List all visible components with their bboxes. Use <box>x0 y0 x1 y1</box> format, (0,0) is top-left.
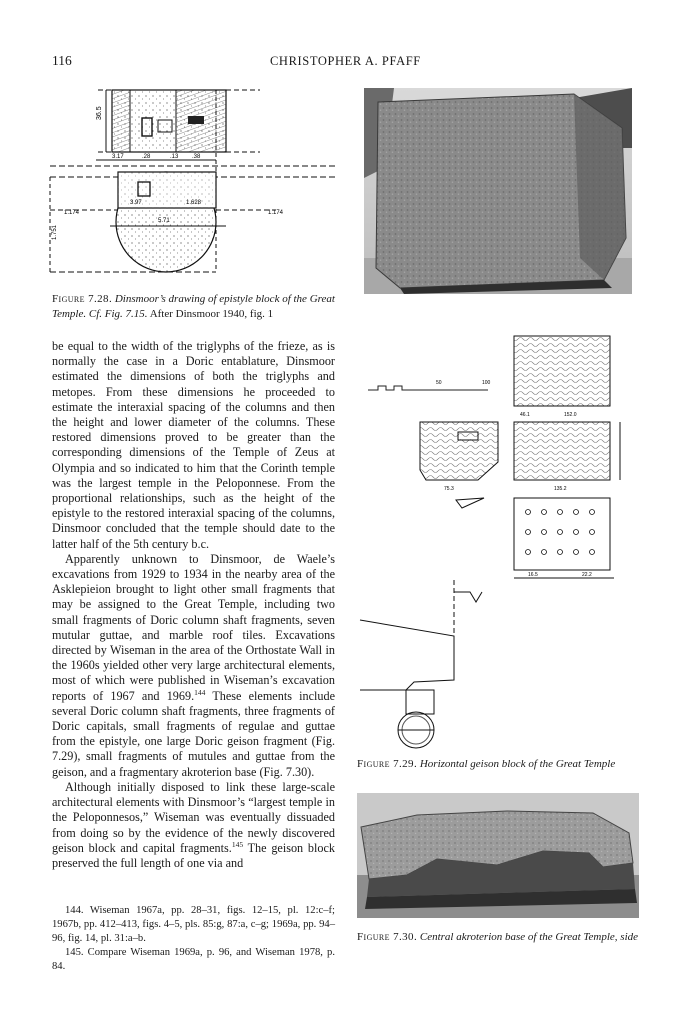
figure-source: After Dinsmoor 1940, fig. 1 <box>149 308 274 320</box>
fig28-dim-label: 3.97 <box>130 200 142 206</box>
body-text <box>52 339 335 871</box>
running-head: CHRISTOPHER A. PFAFF <box>270 54 421 68</box>
fig28-dim-label: 3.17 <box>112 154 124 160</box>
figure-title: Dinsmoor’s drawing of epistyle block of the Great Temple. Cf. Fig. 7.15. <box>52 293 335 320</box>
fig28-dim-label: 1.628 <box>186 200 202 206</box>
body-paragraph <box>52 552 335 780</box>
body-paragraph <box>52 780 335 871</box>
body-paragraph: be equal to the width of the triglyphs of the frieze, as is normally the case in a Doric entablature, Dinsmoor estimated the dimensions of both the triglyphs and metopes. From these dimensions he proceeded to estimate the interaxial spacing of the columns and then the height and lower diameter of the columns. These restored dimensions proved to be greater than the corresponding dimensions of the Temple of Zeus at Olympia and so indicated to him that the Corinth temple was the largest temple in the Peloponnese. From the proportional relationships, such as the height of the epistyle to the restored interaxial spacing of the columns, Dinsmoor concluded that the temple should date to the latter half of the 5th century b.c. <box>52 339 335 551</box>
fig28-dim-label: 5.71 <box>158 218 170 224</box>
fig28-dim-label: .38 <box>192 154 201 160</box>
fig29-dim-label: 46.1 <box>520 412 530 418</box>
figure-7-28-caption <box>52 292 342 322</box>
fig29-dim-label: 75.3 <box>444 486 454 492</box>
fig29-dim-label: 50 <box>436 380 442 386</box>
figure-label: Figure 7.30. <box>357 931 418 943</box>
figure-title: Central akroterion base of the Great Temple, side <box>419 931 639 943</box>
fig28-dim-label: 1.751 <box>52 224 58 240</box>
body-text-run: Apparently unknown to Dinsmoor, de Waele’s excavations from 1929 to 1934 in the nearby area of the Asklepieion brought to light other small fragments that may be assigned to the Great Temple, including two small fragments of Doric column shaft fragments, seven mutular guttae, and marble roof tiles. Excavations directed by Wiseman in the area of the Orthostate Wall in the 1960s yielded other very large architectural elements, most of which were published in Wiseman’s excavation reports of 1967 and 1969. <box>52 551 335 703</box>
fig29-dim-label: 22.2 <box>582 572 592 578</box>
footnote-ref-145[interactable]: 145 <box>231 839 244 849</box>
fig28-dim-label: 36.5 <box>96 106 103 120</box>
fig29-dim-label: 135.2 <box>554 486 567 492</box>
fig29-dim-label: 100 <box>482 380 491 386</box>
footnote-145: 145. Compare Wiseman 1969a, p. 96, and Wiseman 1978, p. 84. <box>52 947 335 972</box>
photo-akroterion-base <box>357 793 639 918</box>
fig28-dim-label: .13 <box>170 154 179 160</box>
photo-epistyle-block <box>364 88 632 294</box>
body-text-run: Although initially disposed to link these large-scale architectural elements with Dinsmoor’s “largest temple in the Peloponnesos,” Wiseman was eventually dissuaded from doing so by the evidence of the newly discovered geison block and capital fragments. <box>52 779 335 855</box>
fig29-dim-label: 152.0 <box>564 412 577 418</box>
fig28-dim-label: 1.174 <box>268 210 284 216</box>
figure-7-29-caption <box>357 757 657 772</box>
footnote-144: 144. Wiseman 1967a, pp. 28–31, figs. 12–15, pl. 12:c–f; 1967b, pp. 412–413, figs. 4–5, pls. 85:g, 87:a, c–g; 1969a, pp. 94–96, fig. 14, pl. 31:a–b. <box>52 905 335 944</box>
footnotes <box>52 904 335 974</box>
figure-7-29-drawing <box>358 330 648 750</box>
page-number: 116 <box>52 53 72 68</box>
fig29-dim-label: 16.5 <box>528 572 538 578</box>
footnote-ref-144[interactable]: 144 <box>194 687 206 697</box>
body-text-run: The geison block preserved the full length of one via and <box>52 840 335 870</box>
figure-7-30-caption <box>357 930 647 945</box>
fig28-dim-label: .28 <box>142 154 151 160</box>
figure-label: Figure 7.28. <box>52 293 113 305</box>
figure-label: Figure 7.29. <box>357 758 418 770</box>
figure-title: Horizontal geison block of the Great Temple <box>419 758 616 770</box>
fig28-dim-label: 1.174 <box>64 210 80 216</box>
figure-7-28-drawing <box>46 80 336 285</box>
body-text-run: These elements include several Doric column shaft fragments, three fragments of Doric capitals, small fragments of regulae and guttae from the epistyle, one large Doric geison fragment (Fig. 7.29), small fragments of mutules and guttae from the geison, and a fragmentary akroterion base (Fig. 7.30). <box>52 688 335 779</box>
